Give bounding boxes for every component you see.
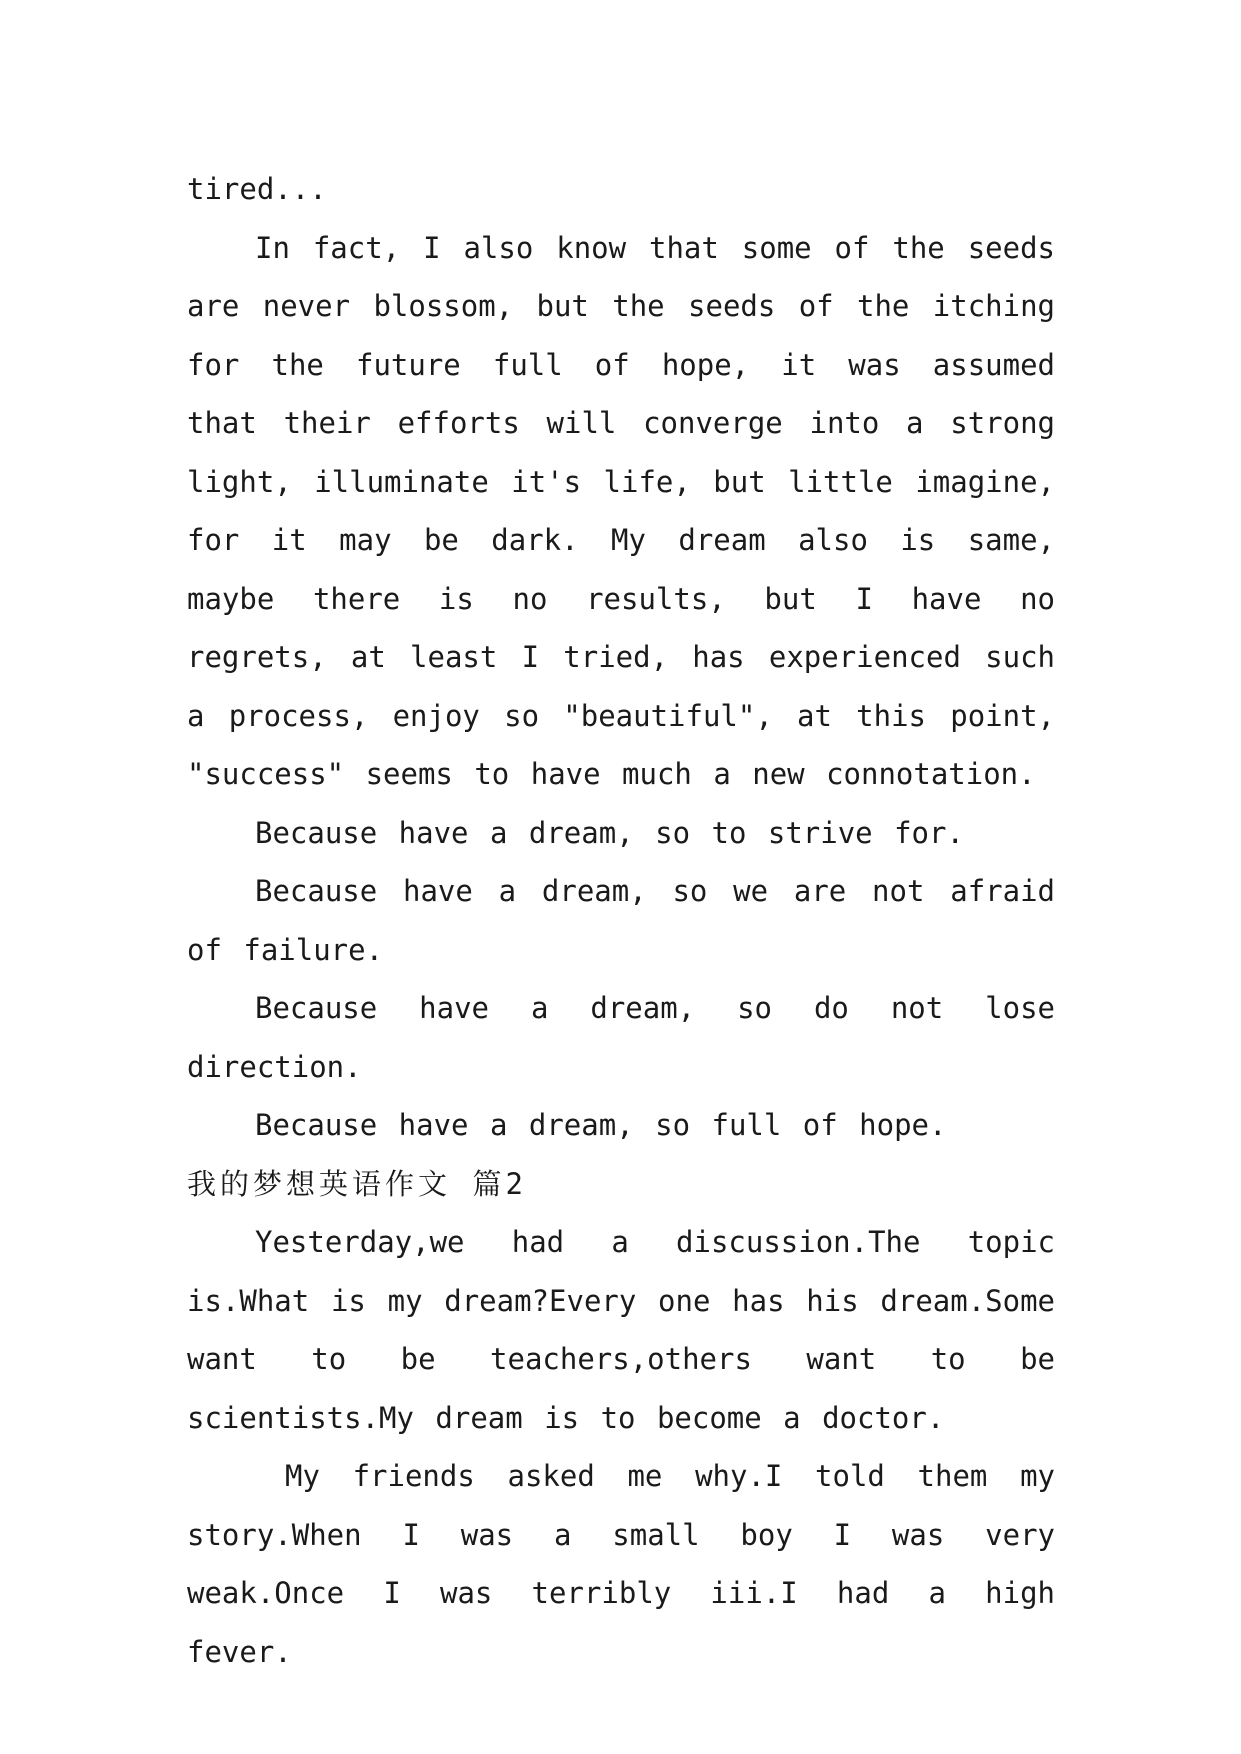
paragraph: tired... [187,172,327,206]
paragraph: Yesterday,we had a discussion.The topic is.What is my dream?Every one has his dream.Some want to be teachers,others want to be scientists.My dream is to become a doctor. [187,1225,1055,1435]
paragraph: Because have a dream, so full of hope. [255,1108,947,1142]
document-body [187,160,1055,1681]
paragraph: In fact, I also know that some of the seeds are never blossom, but the seeds of the itching for the future full of hope, it was assumed that their efforts will converge into a strong light, illuminate it's life, but little imagine, for it may be dark. My dream also is same, maybe there is no results, but I have no regrets, at least I tried, has experienced such a process, enjoy so "beautiful", at this point, "success" seems to have much a new connotation. [187,230,1055,791]
paragraph: Because have a dream, so to strive for. [255,815,964,850]
paragraph: Because have a dream, so we are not afraid of failure. [187,874,1055,967]
section-heading: 我的梦想英语作文 篇2 [187,1166,527,1201]
paragraph: Because have a dream, so do not lose direction. [187,991,1055,1084]
paragraph: My friends asked me why.I told them my story.When I was a small boy I was very weak.Once I was terribly iii.I had a high fever. [187,1459,1055,1669]
